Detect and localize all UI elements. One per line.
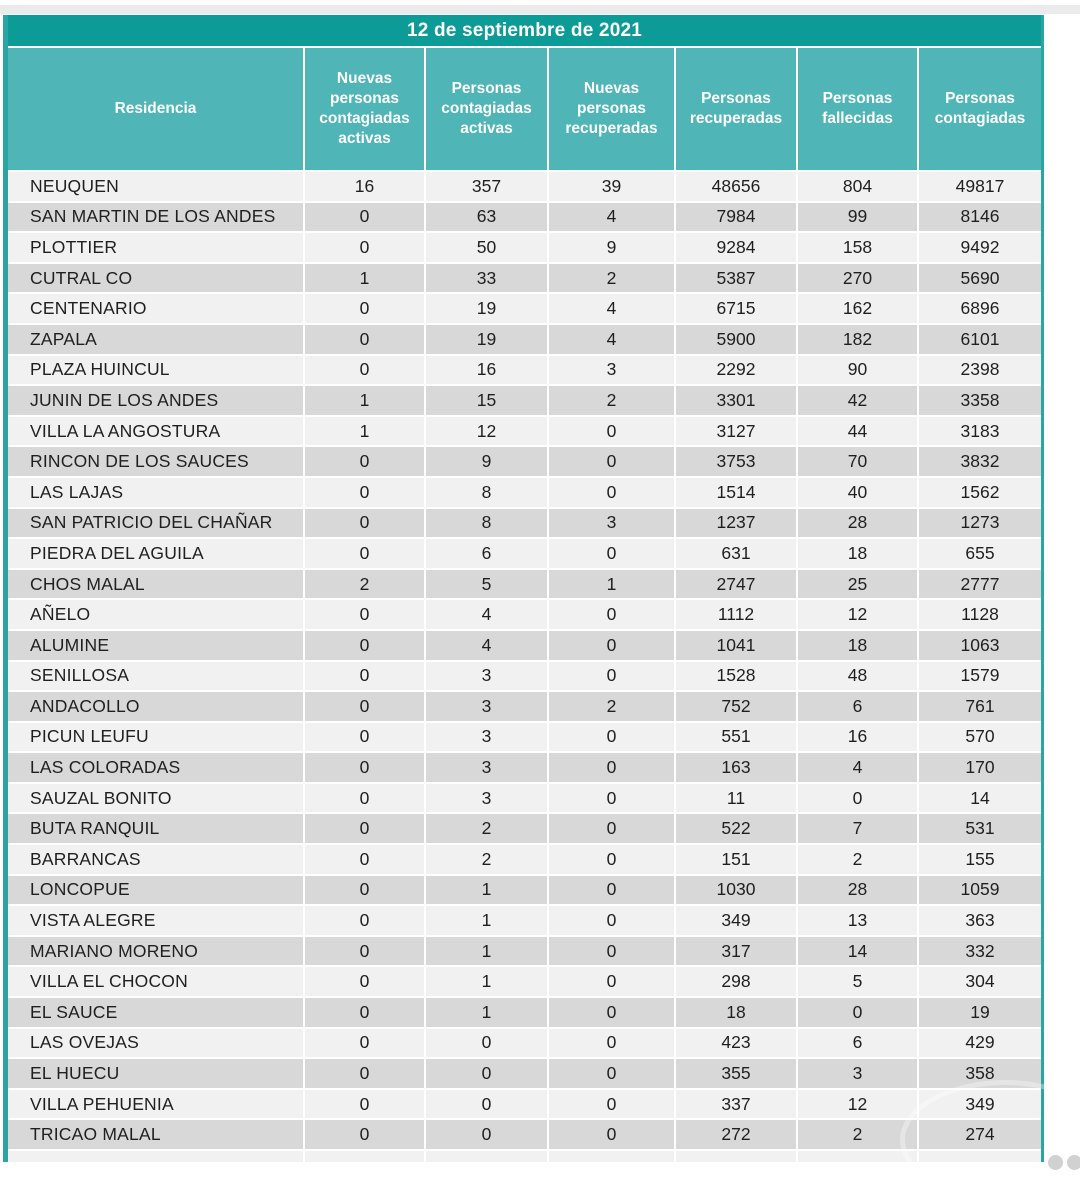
table-row bbox=[8, 1120, 1041, 1149]
table-row bbox=[8, 998, 1041, 1027]
value-cell: 0 bbox=[305, 478, 424, 507]
value-cell: 0 bbox=[305, 876, 424, 905]
table-row bbox=[8, 967, 1041, 996]
table-row bbox=[8, 1090, 1041, 1119]
table-row bbox=[8, 539, 1041, 568]
residencia-cell: BARRANCAS bbox=[8, 845, 303, 874]
residencia-cell: ALUMINE bbox=[8, 631, 303, 660]
value-cell: 6715 bbox=[676, 294, 796, 323]
value-cell: 158 bbox=[798, 233, 917, 262]
value-cell: 1 bbox=[426, 906, 547, 935]
value-cell: 8 bbox=[426, 509, 547, 538]
table-row bbox=[8, 662, 1041, 691]
residencia-cell: EL HUECU bbox=[8, 1059, 303, 1088]
value-cell: 0 bbox=[305, 692, 424, 721]
value-cell: 0 bbox=[305, 447, 424, 476]
value-cell: 18 bbox=[676, 998, 796, 1027]
value-cell: 1 bbox=[426, 937, 547, 966]
value-cell: 0 bbox=[305, 233, 424, 262]
value-cell: 804 bbox=[798, 172, 917, 201]
value-cell: 655 bbox=[919, 539, 1041, 568]
value-cell: 3 bbox=[426, 753, 547, 782]
residencia-cell: BUTA RANQUIL bbox=[8, 814, 303, 843]
value-cell: 0 bbox=[549, 1120, 674, 1149]
value-cell: 1 bbox=[305, 386, 424, 415]
value-cell: 6 bbox=[426, 539, 547, 568]
value-cell: 0 bbox=[549, 600, 674, 629]
value-cell: 0 bbox=[305, 967, 424, 996]
value-cell: 3127 bbox=[676, 417, 796, 446]
value-cell: 18 bbox=[798, 539, 917, 568]
value-cell: 16 bbox=[426, 356, 547, 385]
value-cell: 0 bbox=[305, 753, 424, 782]
table-row bbox=[8, 814, 1041, 843]
value-cell: 0 bbox=[798, 784, 917, 813]
table-row bbox=[8, 356, 1041, 385]
value-cell: 3 bbox=[549, 356, 674, 385]
value-cell: 19 bbox=[426, 294, 547, 323]
value-cell: 0 bbox=[549, 906, 674, 935]
value-cell: 39 bbox=[549, 172, 674, 201]
value-cell: 3753 bbox=[676, 447, 796, 476]
table-row bbox=[8, 1059, 1041, 1088]
value-cell: 1 bbox=[549, 570, 674, 599]
value-cell: 182 bbox=[798, 325, 917, 354]
value-cell: 2398 bbox=[919, 356, 1041, 385]
column-header-0: Residencia bbox=[8, 48, 303, 170]
residencia-cell: VILLA LA ANGOSTURA bbox=[8, 417, 303, 446]
value-cell: 0 bbox=[426, 1120, 547, 1149]
value-cell: 531 bbox=[919, 814, 1041, 843]
value-cell: 337 bbox=[676, 1090, 796, 1119]
value-cell: 0 bbox=[305, 1120, 424, 1149]
table-row bbox=[8, 294, 1041, 323]
value-cell: 1 bbox=[426, 876, 547, 905]
value-cell: 1 bbox=[305, 417, 424, 446]
value-cell: 0 bbox=[549, 1090, 674, 1119]
value-cell: 25 bbox=[798, 570, 917, 599]
value-cell: 48656 bbox=[676, 172, 796, 201]
residencia-cell: VISTA ALEGRE bbox=[8, 906, 303, 935]
residencia-cell: PICUN LEUFU bbox=[8, 723, 303, 752]
residencia-cell: TRICAO MALAL bbox=[8, 1120, 303, 1149]
value-cell: 0 bbox=[549, 662, 674, 691]
value-cell: 332 bbox=[919, 937, 1041, 966]
partial-cell bbox=[676, 1151, 796, 1162]
residencia-cell: PLAZA HUINCUL bbox=[8, 356, 303, 385]
partial-cell bbox=[8, 1151, 303, 1162]
value-cell: 28 bbox=[798, 876, 917, 905]
value-cell: 0 bbox=[549, 1059, 674, 1088]
table-row bbox=[8, 937, 1041, 966]
column-header-2: Personas contagiadas activas bbox=[426, 48, 547, 170]
value-cell: 6 bbox=[798, 692, 917, 721]
value-cell: 33 bbox=[426, 264, 547, 293]
value-cell: 162 bbox=[798, 294, 917, 323]
value-cell: 48 bbox=[798, 662, 917, 691]
value-cell: 0 bbox=[305, 998, 424, 1027]
value-cell: 8146 bbox=[919, 203, 1041, 232]
residencia-cell: ZAPALA bbox=[8, 325, 303, 354]
value-cell: 0 bbox=[549, 447, 674, 476]
value-cell: 1041 bbox=[676, 631, 796, 660]
value-cell: 0 bbox=[305, 600, 424, 629]
table-row bbox=[8, 233, 1041, 262]
table-row bbox=[8, 478, 1041, 507]
table-header-row bbox=[8, 48, 1041, 170]
value-cell: 42 bbox=[798, 386, 917, 415]
residencia-cell: LAS LAJAS bbox=[8, 478, 303, 507]
residencia-cell: SAUZAL BONITO bbox=[8, 784, 303, 813]
partial-cell bbox=[919, 1151, 1041, 1162]
value-cell: 49817 bbox=[919, 172, 1041, 201]
residencia-cell: MARIANO MORENO bbox=[8, 937, 303, 966]
value-cell: 13 bbox=[798, 906, 917, 935]
value-cell: 1579 bbox=[919, 662, 1041, 691]
value-cell: 19 bbox=[919, 998, 1041, 1027]
value-cell: 1514 bbox=[676, 478, 796, 507]
value-cell: 349 bbox=[676, 906, 796, 935]
partial-cell bbox=[549, 1151, 674, 1162]
column-header-5: Personas fallecidas bbox=[798, 48, 917, 170]
value-cell: 1237 bbox=[676, 509, 796, 538]
residencia-cell: PIEDRA DEL AGUILA bbox=[8, 539, 303, 568]
value-cell: 0 bbox=[549, 814, 674, 843]
partial-cell bbox=[798, 1151, 917, 1162]
value-cell: 2747 bbox=[676, 570, 796, 599]
partial-cell bbox=[426, 1151, 547, 1162]
value-cell: 1128 bbox=[919, 600, 1041, 629]
value-cell: 1 bbox=[305, 264, 424, 293]
table-row bbox=[8, 1029, 1041, 1058]
value-cell: 163 bbox=[676, 753, 796, 782]
value-cell: 0 bbox=[798, 998, 917, 1027]
value-cell: 0 bbox=[305, 203, 424, 232]
residencia-cell: SAN PATRICIO DEL CHAÑAR bbox=[8, 509, 303, 538]
value-cell: 429 bbox=[919, 1029, 1041, 1058]
value-cell: 99 bbox=[798, 203, 917, 232]
value-cell: 7 bbox=[798, 814, 917, 843]
value-cell: 1059 bbox=[919, 876, 1041, 905]
value-cell: 14 bbox=[798, 937, 917, 966]
table-row bbox=[8, 784, 1041, 813]
table-row bbox=[8, 876, 1041, 905]
table-row bbox=[8, 753, 1041, 782]
value-cell: 1562 bbox=[919, 478, 1041, 507]
value-cell: 3 bbox=[426, 784, 547, 813]
value-cell: 1030 bbox=[676, 876, 796, 905]
value-cell: 70 bbox=[798, 447, 917, 476]
residencia-cell: LAS OVEJAS bbox=[8, 1029, 303, 1058]
value-cell: 19 bbox=[426, 325, 547, 354]
value-cell: 0 bbox=[549, 753, 674, 782]
table-date-title: 12 de septiembre de 2021 bbox=[406, 19, 643, 41]
residencia-cell: CENTENARIO bbox=[8, 294, 303, 323]
value-cell: 423 bbox=[676, 1029, 796, 1058]
value-cell: 2292 bbox=[676, 356, 796, 385]
column-header-6: Personas contagiadas bbox=[919, 48, 1041, 170]
value-cell: 9 bbox=[549, 233, 674, 262]
value-cell: 0 bbox=[305, 1059, 424, 1088]
residencia-cell: ANDACOLLO bbox=[8, 692, 303, 721]
value-cell: 16 bbox=[305, 172, 424, 201]
value-cell: 11 bbox=[676, 784, 796, 813]
value-cell: 358 bbox=[919, 1059, 1041, 1088]
column-header-3: Nuevas personas recuperadas bbox=[549, 48, 674, 170]
value-cell: 8 bbox=[426, 478, 547, 507]
value-cell: 6896 bbox=[919, 294, 1041, 323]
value-cell: 151 bbox=[676, 845, 796, 874]
value-cell: 304 bbox=[919, 967, 1041, 996]
value-cell: 3 bbox=[549, 509, 674, 538]
value-cell: 0 bbox=[305, 294, 424, 323]
value-cell: 9284 bbox=[676, 233, 796, 262]
value-cell: 2 bbox=[549, 264, 674, 293]
table-row bbox=[8, 264, 1041, 293]
value-cell: 9492 bbox=[919, 233, 1041, 262]
value-cell: 0 bbox=[305, 1029, 424, 1058]
table-row bbox=[8, 172, 1041, 201]
value-cell: 4 bbox=[798, 753, 917, 782]
value-cell: 0 bbox=[305, 723, 424, 752]
value-cell: 0 bbox=[549, 937, 674, 966]
value-cell: 357 bbox=[426, 172, 547, 201]
value-cell: 0 bbox=[305, 784, 424, 813]
value-cell: 12 bbox=[798, 1090, 917, 1119]
residencia-cell: VILLA EL CHOCON bbox=[8, 967, 303, 996]
value-cell: 0 bbox=[426, 1090, 547, 1119]
value-cell: 5 bbox=[798, 967, 917, 996]
value-cell: 0 bbox=[549, 967, 674, 996]
value-cell: 0 bbox=[305, 845, 424, 874]
value-cell: 16 bbox=[798, 723, 917, 752]
value-cell: 2 bbox=[426, 814, 547, 843]
residencia-cell: SAN MARTIN DE LOS ANDES bbox=[8, 203, 303, 232]
covid-cases-table bbox=[3, 15, 1044, 1162]
value-cell: 90 bbox=[798, 356, 917, 385]
residencia-cell: EL SAUCE bbox=[8, 998, 303, 1027]
value-cell: 0 bbox=[549, 417, 674, 446]
residencia-cell: RINCON DE LOS SAUCES bbox=[8, 447, 303, 476]
table-date-title-bar bbox=[8, 15, 1041, 48]
table-row bbox=[8, 600, 1041, 629]
table-row bbox=[8, 570, 1041, 599]
table-row bbox=[8, 631, 1041, 660]
value-cell: 170 bbox=[919, 753, 1041, 782]
value-cell: 0 bbox=[549, 539, 674, 568]
value-cell: 3 bbox=[798, 1059, 917, 1088]
value-cell: 5690 bbox=[919, 264, 1041, 293]
residencia-cell: PLOTTIER bbox=[8, 233, 303, 262]
value-cell: 1112 bbox=[676, 600, 796, 629]
value-cell: 2 bbox=[798, 1120, 917, 1149]
value-cell: 14 bbox=[919, 784, 1041, 813]
residencia-cell: AÑELO bbox=[8, 600, 303, 629]
value-cell: 0 bbox=[305, 814, 424, 843]
page-top-strip bbox=[0, 5, 1080, 14]
watermark-dot bbox=[1067, 1155, 1080, 1170]
value-cell: 2 bbox=[305, 570, 424, 599]
value-cell: 2 bbox=[426, 845, 547, 874]
value-cell: 0 bbox=[305, 539, 424, 568]
value-cell: 761 bbox=[919, 692, 1041, 721]
value-cell: 15 bbox=[426, 386, 547, 415]
value-cell: 274 bbox=[919, 1120, 1041, 1149]
value-cell: 3183 bbox=[919, 417, 1041, 446]
residencia-cell: SENILLOSA bbox=[8, 662, 303, 691]
value-cell: 12 bbox=[798, 600, 917, 629]
value-cell: 631 bbox=[676, 539, 796, 568]
value-cell: 0 bbox=[549, 784, 674, 813]
residencia-cell: JUNIN DE LOS ANDES bbox=[8, 386, 303, 415]
value-cell: 0 bbox=[426, 1029, 547, 1058]
residencia-cell: CUTRAL CO bbox=[8, 264, 303, 293]
value-cell: 4 bbox=[549, 325, 674, 354]
table-row bbox=[8, 906, 1041, 935]
value-cell: 44 bbox=[798, 417, 917, 446]
value-cell: 551 bbox=[676, 723, 796, 752]
value-cell: 2 bbox=[798, 845, 917, 874]
table-body bbox=[8, 172, 1041, 1162]
value-cell: 752 bbox=[676, 692, 796, 721]
value-cell: 18 bbox=[798, 631, 917, 660]
value-cell: 9 bbox=[426, 447, 547, 476]
value-cell: 5900 bbox=[676, 325, 796, 354]
column-header-1: Nuevas personas contagiadas activas bbox=[305, 48, 424, 170]
value-cell: 155 bbox=[919, 845, 1041, 874]
value-cell: 298 bbox=[676, 967, 796, 996]
value-cell: 63 bbox=[426, 203, 547, 232]
value-cell: 270 bbox=[798, 264, 917, 293]
value-cell: 2 bbox=[549, 386, 674, 415]
table-row bbox=[8, 325, 1041, 354]
value-cell: 0 bbox=[305, 325, 424, 354]
value-cell: 6101 bbox=[919, 325, 1041, 354]
value-cell: 5 bbox=[426, 570, 547, 599]
value-cell: 3832 bbox=[919, 447, 1041, 476]
residencia-cell: VILLA PEHUENIA bbox=[8, 1090, 303, 1119]
value-cell: 0 bbox=[549, 998, 674, 1027]
table-row bbox=[8, 386, 1041, 415]
value-cell: 1528 bbox=[676, 662, 796, 691]
value-cell: 28 bbox=[798, 509, 917, 538]
value-cell: 40 bbox=[798, 478, 917, 507]
value-cell: 4 bbox=[549, 203, 674, 232]
value-cell: 0 bbox=[549, 876, 674, 905]
value-cell: 4 bbox=[426, 631, 547, 660]
value-cell: 6 bbox=[798, 1029, 917, 1058]
value-cell: 0 bbox=[549, 723, 674, 752]
value-cell: 2777 bbox=[919, 570, 1041, 599]
value-cell: 522 bbox=[676, 814, 796, 843]
value-cell: 3 bbox=[426, 662, 547, 691]
value-cell: 0 bbox=[549, 1029, 674, 1058]
value-cell: 272 bbox=[676, 1120, 796, 1149]
partial-row bbox=[8, 1151, 1041, 1162]
value-cell: 3301 bbox=[676, 386, 796, 415]
value-cell: 570 bbox=[919, 723, 1041, 752]
value-cell: 1063 bbox=[919, 631, 1041, 660]
value-cell: 1 bbox=[426, 967, 547, 996]
value-cell: 0 bbox=[305, 356, 424, 385]
table-row bbox=[8, 723, 1041, 752]
value-cell: 50 bbox=[426, 233, 547, 262]
value-cell: 0 bbox=[305, 906, 424, 935]
residencia-cell: LONCOPUE bbox=[8, 876, 303, 905]
value-cell: 4 bbox=[426, 600, 547, 629]
value-cell: 0 bbox=[305, 631, 424, 660]
value-cell: 3 bbox=[426, 692, 547, 721]
value-cell: 0 bbox=[305, 662, 424, 691]
value-cell: 1 bbox=[426, 998, 547, 1027]
value-cell: 1273 bbox=[919, 509, 1041, 538]
table-row bbox=[8, 845, 1041, 874]
value-cell: 0 bbox=[305, 937, 424, 966]
column-header-4: Personas recuperadas bbox=[676, 48, 796, 170]
value-cell: 363 bbox=[919, 906, 1041, 935]
value-cell: 0 bbox=[549, 845, 674, 874]
partial-cell bbox=[305, 1151, 424, 1162]
watermark-dot bbox=[1048, 1155, 1063, 1170]
table-row bbox=[8, 692, 1041, 721]
value-cell: 12 bbox=[426, 417, 547, 446]
table-row bbox=[8, 417, 1041, 446]
residencia-cell: CHOS MALAL bbox=[8, 570, 303, 599]
value-cell: 349 bbox=[919, 1090, 1041, 1119]
value-cell: 0 bbox=[305, 1090, 424, 1119]
value-cell: 7984 bbox=[676, 203, 796, 232]
value-cell: 4 bbox=[549, 294, 674, 323]
value-cell: 3358 bbox=[919, 386, 1041, 415]
value-cell: 0 bbox=[549, 478, 674, 507]
value-cell: 0 bbox=[426, 1059, 547, 1088]
value-cell: 0 bbox=[549, 631, 674, 660]
value-cell: 5387 bbox=[676, 264, 796, 293]
value-cell: 317 bbox=[676, 937, 796, 966]
value-cell: 3 bbox=[426, 723, 547, 752]
value-cell: 0 bbox=[305, 509, 424, 538]
table-row bbox=[8, 447, 1041, 476]
value-cell: 2 bbox=[549, 692, 674, 721]
table-row bbox=[8, 203, 1041, 232]
residencia-cell: NEUQUEN bbox=[8, 172, 303, 201]
residencia-cell: LAS COLORADAS bbox=[8, 753, 303, 782]
value-cell: 355 bbox=[676, 1059, 796, 1088]
table-row bbox=[8, 509, 1041, 538]
